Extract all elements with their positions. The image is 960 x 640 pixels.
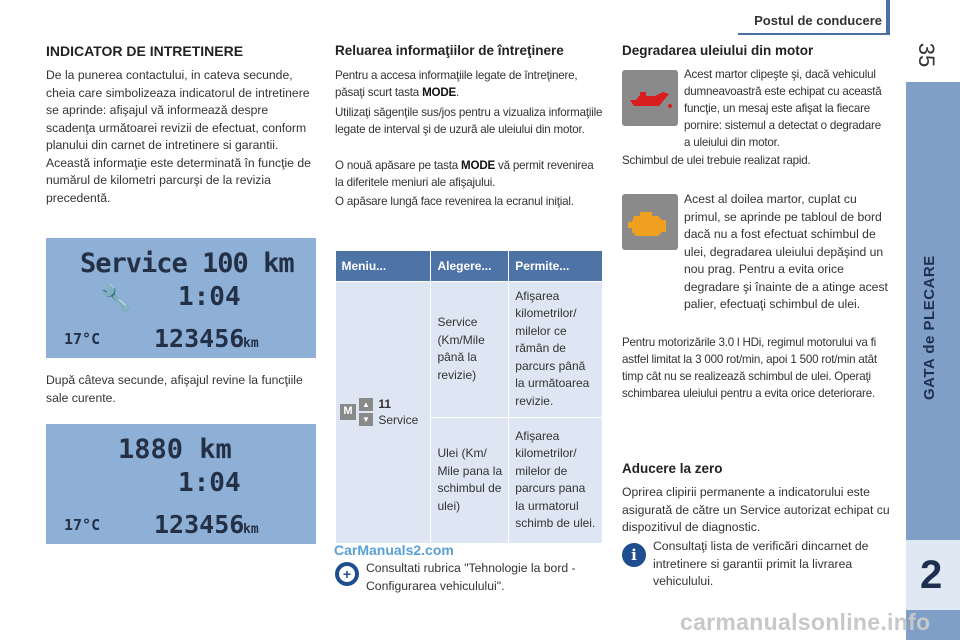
paragraph-oil-degradation <box>622 66 890 151</box>
arrow-down-icon: ▼ <box>359 413 373 426</box>
watermark-carmanualsonline: carmanualsonline.info <box>680 609 931 635</box>
oil-degradation-text: Acest martor clipeşte şi, dacă vehiculul dumneavoastră este echipat cu această funcţie, un mesaj este afişat la fiecare pornire: sistemul a detectat o degradare a uleiului din motor. <box>684 68 882 149</box>
heading-oil-degradation: Degradarea uleiului din motor <box>622 43 814 58</box>
chapter-label-text: GATA de PLECARE <box>921 255 938 400</box>
display-temperature: 17°C <box>64 516 101 534</box>
paragraph-arrows: Utilizaţi săgenţile sus/jos pentru a vizualiza informaţiile legate de interval şi de uzură ale uleiului din motor. <box>335 106 603 136</box>
heading-maintenance-indicator: INDICATOR DE INTRETINERE <box>46 43 244 59</box>
paragraph-second-warning <box>622 191 892 314</box>
paragraph-oil-change: Schimbul de ulei trebuie realizat rapid. <box>622 154 811 167</box>
heading-reset: Aducere la zero <box>622 461 723 476</box>
menu-cell <box>336 281 431 543</box>
mode-key-label: MODE <box>461 159 496 172</box>
paragraph-new-press <box>335 157 605 191</box>
table-row <box>336 281 603 417</box>
menu-label <box>378 396 418 428</box>
display-service-line: Service 100 km <box>80 248 294 279</box>
menu-keys <box>340 398 373 426</box>
table-header-row <box>336 251 603 281</box>
page-header-title: Postul de conducere <box>754 13 882 28</box>
wrench-icon: 🔧 <box>100 284 133 314</box>
display-mileage-line: 1880 km <box>118 434 232 465</box>
paragraph-engine-limit: Pentru motorizările 3.0 l HDi, regimul motorului va fi astfel limitat la 3 000 rot/min, apoi 1 500 rot/min atât timp cât nu se realizează schimbul de ulei. Operaţi schimbarea uleiului pentru a evita orice deteriorare. <box>622 336 877 400</box>
chapter-number: 2 <box>920 553 943 597</box>
table-header: Alegere... <box>431 251 509 281</box>
display-odometer: 123456 <box>154 510 245 539</box>
display-clock: 1:04 <box>178 468 241 498</box>
dashboard-display-service <box>46 238 316 358</box>
table-header: Meniu... <box>336 251 431 281</box>
menu-number: 11 <box>378 397 392 411</box>
new-press-text: O nouă apăsare pe tasta <box>335 159 462 172</box>
table-header: Permite... <box>509 251 603 281</box>
access-info-end: . <box>456 86 460 99</box>
display-odometer: 123456 <box>154 324 245 353</box>
m-key-icon: M <box>340 404 356 420</box>
table-cell-allows: Afişarea kilometrilor/ milelor de parcurs pana la urmatorul schimb de ulei. <box>509 417 603 543</box>
second-warning-text: Acest al doilea martor, cuplat cu primul, se aprinde pe tabloul de bord dacă nu a fost efectuat schimbul de ulei, degradarea uleiului depăşind un nou prag. Pentru a evita orice degradare şi înainte de a atinge acest palier, efectuaţi schimbul de ulei. <box>684 192 888 311</box>
paragraph-access-info <box>335 67 605 101</box>
arrow-up-icon: ▲ <box>359 398 373 411</box>
mode-key-label: MODE <box>422 86 457 99</box>
paragraph-long-press: O apăsare lungă face revenirea la ecranul iniţial. <box>335 195 574 208</box>
dashboard-display-mileage <box>46 424 316 544</box>
header-rule <box>738 33 886 35</box>
page-number: 35 <box>913 42 939 68</box>
new-press-end: vă permit revenirea la diferitele meniuri ale afişajului. <box>335 159 594 189</box>
note-configuration: Consultati rubrica "Tehnologie la bord - Configurarea vehiculului". <box>366 561 576 593</box>
note-checklist: Consultaţi lista de verificări dincarnet de intretinere si garantii primit la livrarea vehiculului. <box>653 539 869 588</box>
paragraph-maintenance-intro: De la punerea contactului, in cateva secunde, cheia care simbolizeaza indicatorul de intretinere se aprinde: afişajul vă informează despre scadenţa următoarei revizii de efectuat, conform planului din carnet de intretinere si garantii. Această informaţie este determinată în funcţie de numărul de kilometri parcurşi de la revizia precedentă. <box>46 68 311 205</box>
display-odometer-unit: km <box>243 522 259 537</box>
paragraph-reset: Oprirea clipirii permanente a indicatorului este asigurată de către un Service autorizat echipat cu dispozitivul de diagnostic. <box>622 485 890 534</box>
table-cell-choice: Service (Km/Mile până la revizie) <box>431 281 509 417</box>
display-odometer-unit: km <box>243 336 259 351</box>
menu-table <box>335 251 603 544</box>
menu-name: Service <box>378 413 419 427</box>
plus-icon: + <box>335 562 359 586</box>
info-icon: i <box>622 543 646 567</box>
watermark-carmanuals2: CarManuals2.com <box>334 542 454 558</box>
paragraph-display-returns: După câteva secunde, afişajul revine la funcţiile sale curente. <box>46 373 303 405</box>
arrow-keys <box>359 398 373 426</box>
display-temperature: 17°C <box>64 330 101 348</box>
table-cell-allows: Afişarea kilometrilor/ milelor ce rămân de parcurs până la următoarea revizie. <box>509 281 603 417</box>
table-cell-choice: Ulei (Km/ Mile pana la schimbul de ulei) <box>431 417 509 543</box>
header-rule-vertical <box>886 0 890 35</box>
access-info-text: Pentru a accesa informaţiile legate de întreţinere, păsaţi scurt tasta <box>335 69 578 99</box>
heading-maintenance-info: Reluarea informaţiilor de întreţinere <box>335 43 564 58</box>
display-clock: 1:04 <box>178 282 241 312</box>
